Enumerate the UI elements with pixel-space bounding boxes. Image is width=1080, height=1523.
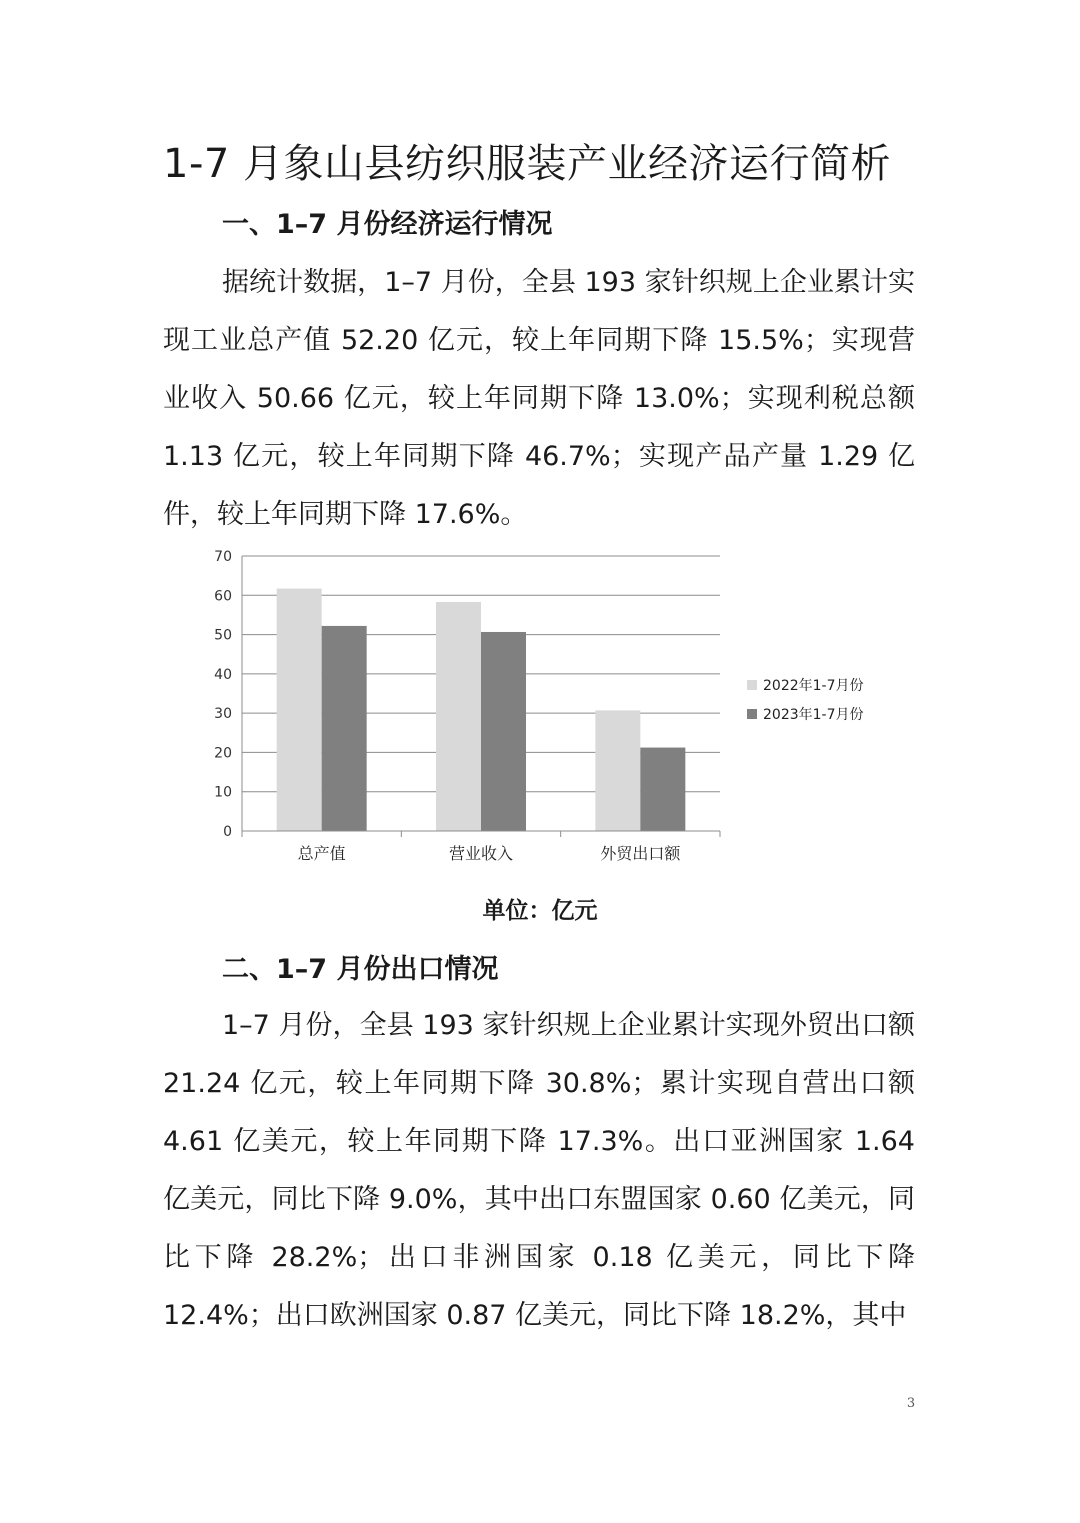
legend-swatch — [747, 680, 757, 690]
bar-2023 — [481, 632, 526, 831]
bar-2023 — [640, 748, 685, 831]
y-tick-label: 50 — [214, 627, 232, 644]
bars — [277, 589, 686, 831]
bar-2023 — [322, 626, 367, 831]
bar-chart — [195, 540, 895, 870]
legend-swatch — [747, 709, 757, 719]
x-category-label: 营业收入 — [448, 844, 514, 863]
section-heading-economic: 一、1–7 月份经济运行情况 — [222, 209, 553, 240]
y-tick-label: 0 — [223, 824, 232, 840]
y-tick-label: 20 — [214, 745, 232, 762]
paragraph-economic: 据统计数据，1–7 月份，全县 193 家针织规上企业累计实现工业总产值 52.20 亿元，较上年同期下降 15.5%；实现营业收入 50.66 亿元，较上年同期下降 13.0%；实现利税总额 1.13 亿元，较上年同期下降 46.7%；实现产品产量 1.29 亿件，较上年同期下降 17.6%。 — [163, 267, 915, 530]
x-category-label: 总产值 — [297, 844, 346, 863]
y-axis-ticks — [214, 549, 232, 840]
y-tick-label: 40 — [214, 666, 232, 683]
y-tick-label: 60 — [214, 588, 232, 605]
unit-caption: 单位：亿元 — [482, 898, 598, 924]
x-axis-labels — [298, 844, 682, 863]
page-number: 3 — [906, 1396, 916, 1411]
section-heading-export: 二、1–7 月份出口情况 — [222, 954, 499, 985]
bar-2022 — [595, 710, 640, 831]
legend-label: 2023年1-7月份 — [763, 707, 864, 723]
page-title: 1-7 月象山县纺织服装产业经济运行简析 — [163, 141, 892, 187]
y-tick-label: 30 — [214, 706, 232, 723]
bar-2022 — [277, 589, 322, 831]
y-tick-label: 10 — [214, 784, 232, 801]
legend-label: 2022年1-7月份 — [763, 678, 864, 694]
bar-2022 — [436, 602, 481, 831]
paragraph-export: 1–7 月份，全县 193 家针织规上企业累计实现外贸出口额 21.24 亿元，较上年同期下降 30.8%；累计实现自营出口额 4.61 亿美元，较上年同期下降 17.3%。出口亚洲国家 1.64 亿美元，同比下降 9.0%，其中出口东盟国家 0.60 亿美元，同比下降 28.2%；出口非洲国家 0.18 亿美元，同比下降 12.4%；出口欧洲国家 0.87 亿美元，同比下降 18.2%，其中 — [163, 1010, 915, 1331]
legend — [747, 677, 864, 723]
y-tick-label: 70 — [214, 549, 232, 565]
x-category-label: 外贸出口额 — [600, 844, 681, 863]
